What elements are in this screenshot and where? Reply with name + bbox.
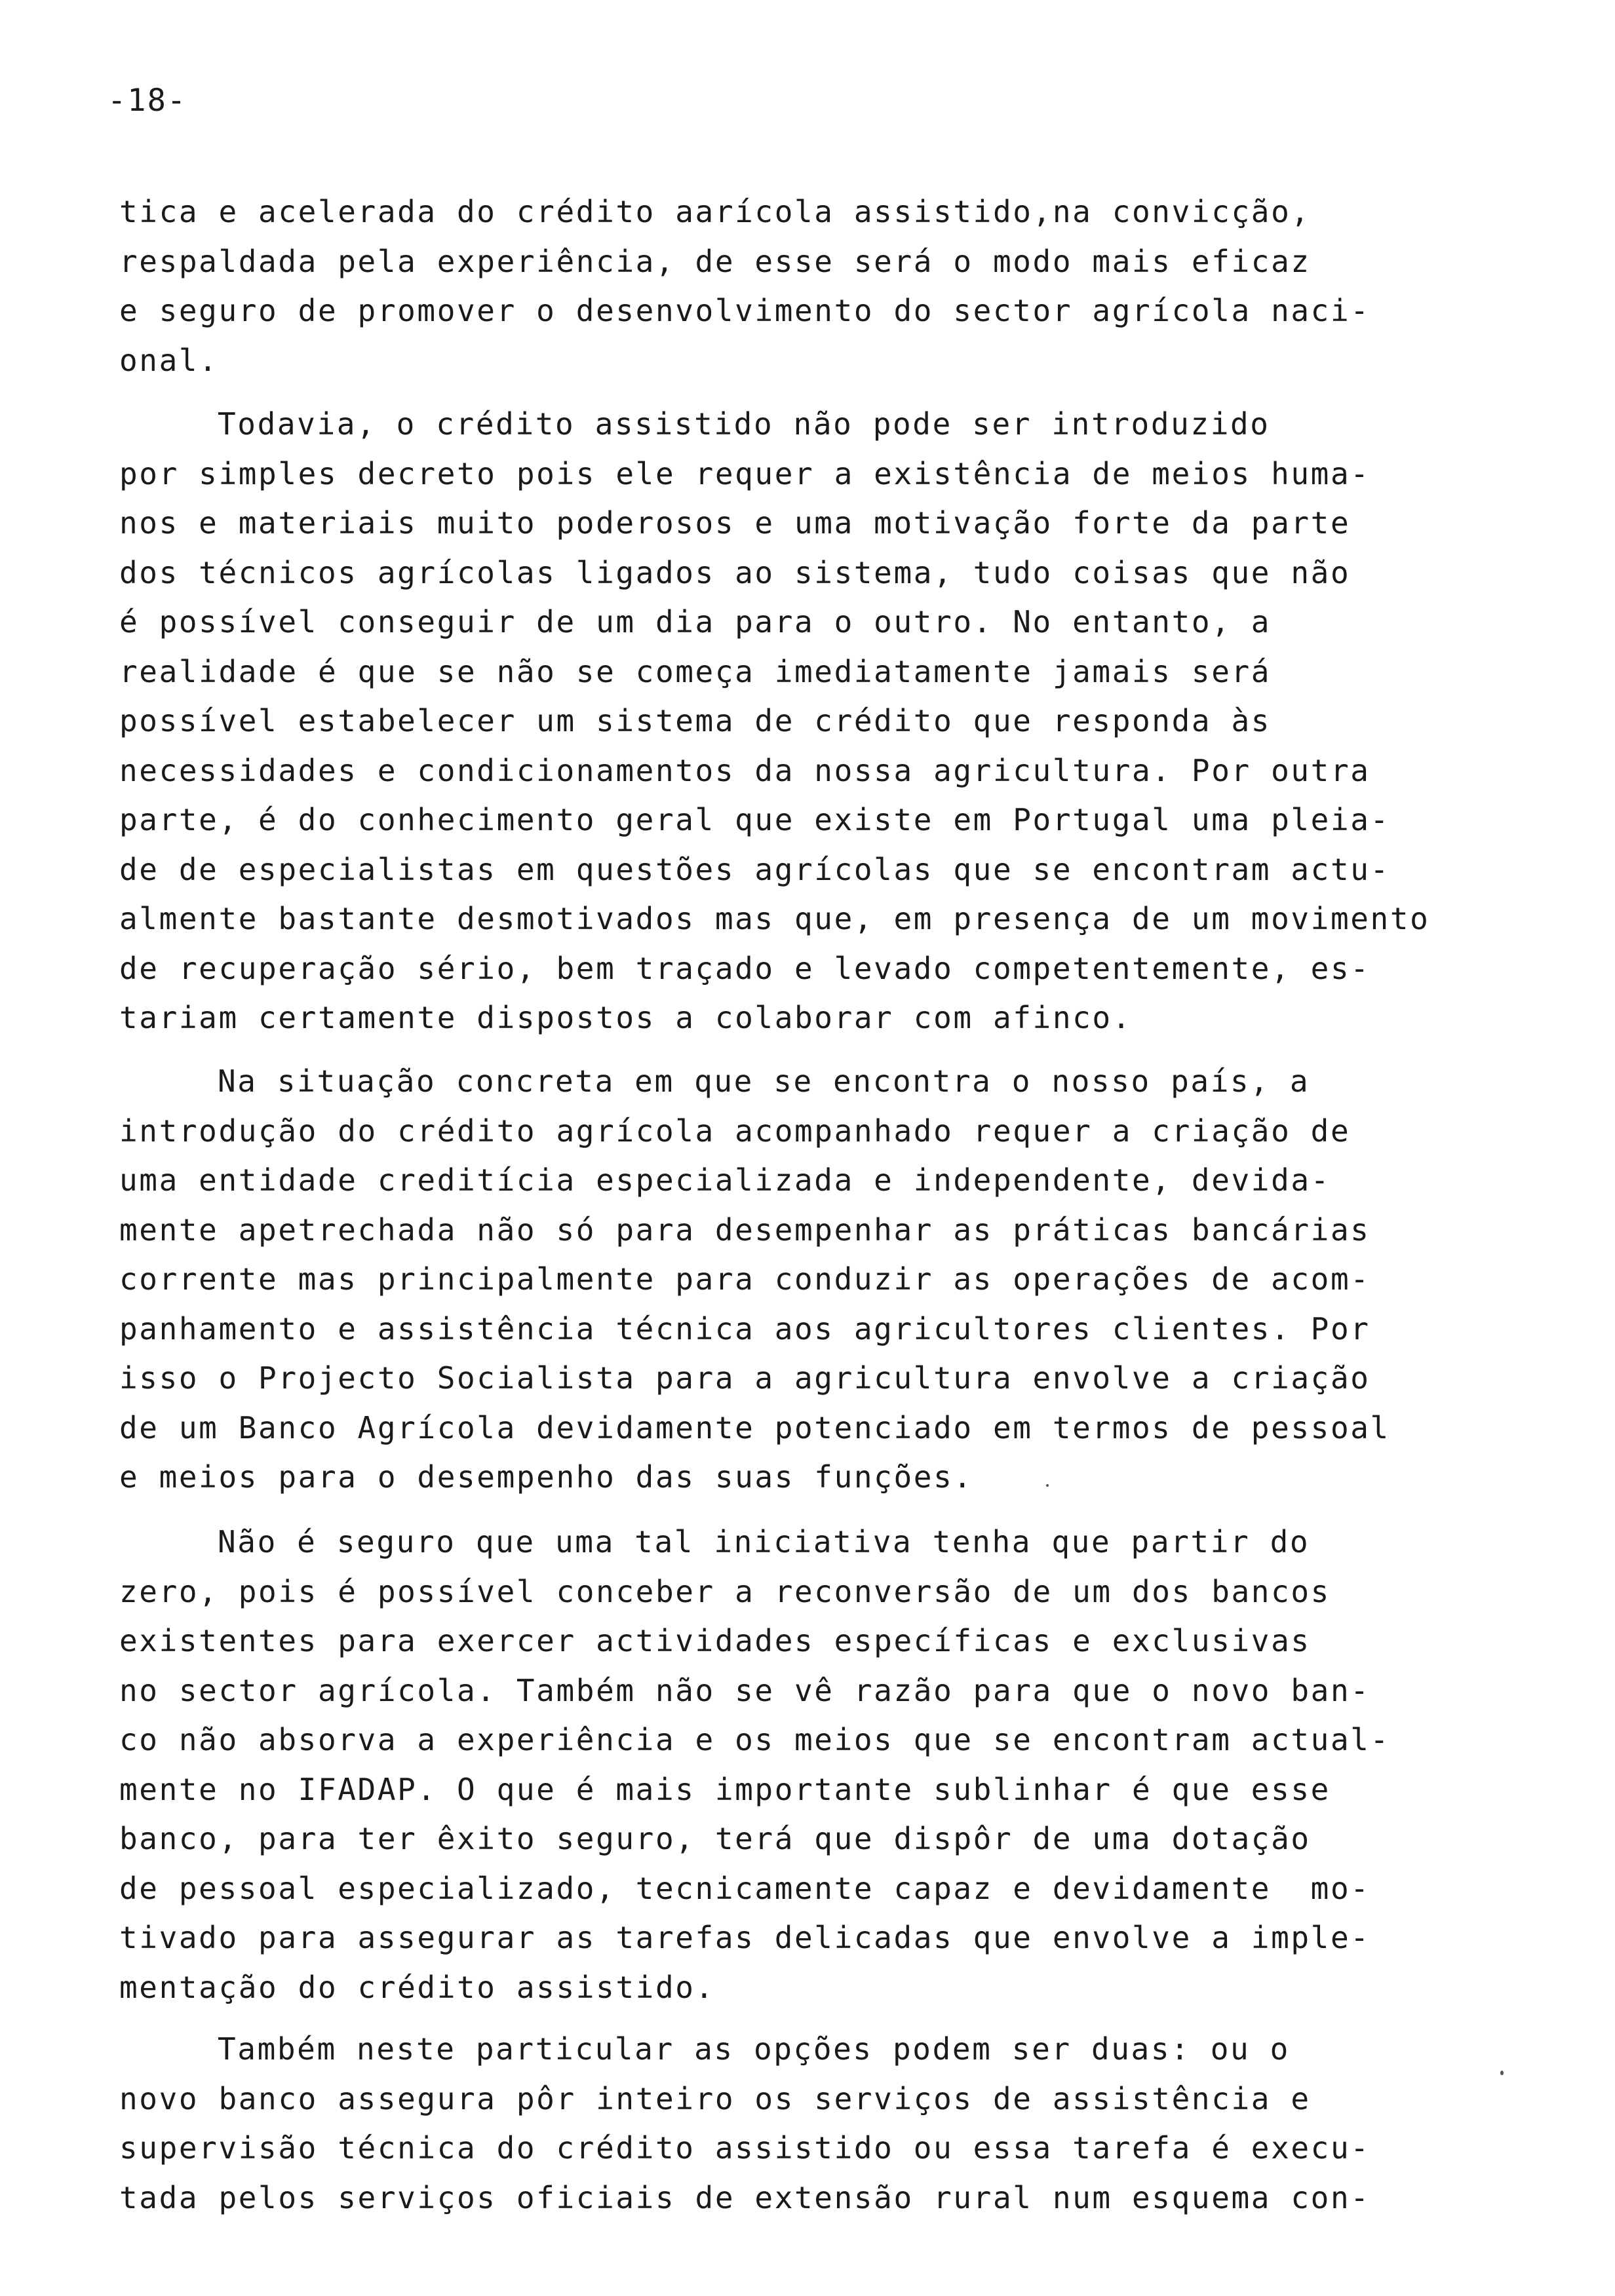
text-line: dos técnicos agrícolas ligados ao sistema, tudo coisas que não bbox=[119, 554, 1351, 590]
text-line: co não absorva a experiência e os meios que se encontram actual- bbox=[119, 1722, 1390, 1757]
text-line: parte, é do conhecimento geral que existe em Portugal uma pleia- bbox=[119, 802, 1390, 837]
text-line: por simples decreto pois ele requer a existência de meios huma- bbox=[119, 455, 1371, 491]
text-line: banco, para ter êxito seguro, terá que dispôr de uma dotação bbox=[119, 1821, 1311, 1856]
text-line: panhamento e assistência técnica aos agricultores clientes. Por bbox=[119, 1311, 1371, 1347]
text-line: uma entidade creditícia especializada e independente, devida- bbox=[119, 1162, 1331, 1198]
text-line: respaldada pela experiência, de esse será o modo mais eficaz bbox=[119, 243, 1311, 279]
text-line: supervisão técnica do crédito assistido ou essa tarefa é execu- bbox=[119, 2130, 1371, 2166]
text-line: mentação do crédito assistido. bbox=[119, 1969, 715, 2005]
text-line: nos e materiais muito poderosos e uma motivação forte da parte bbox=[119, 505, 1351, 541]
paragraph-2 bbox=[119, 400, 1437, 1043]
text-line: possível estabelecer um sistema de crédito que responda às bbox=[119, 703, 1272, 738]
text-line: mente apetrechada não só para desempenhar as práticas bancárias bbox=[119, 1212, 1371, 1248]
paragraph-4 bbox=[119, 1518, 1437, 2012]
text-line: tivado para assegurar as tarefas delicadas que envolve a imple- bbox=[119, 1920, 1371, 1955]
paragraph-3 bbox=[119, 1057, 1437, 1502]
text-line: mente no IFADAP. O que é mais importante sublinhar é que esse bbox=[119, 1771, 1331, 1807]
text-line: de recuperação sério, bem traçado e levado competentemente, es- bbox=[119, 950, 1371, 986]
page-number: -18- bbox=[107, 83, 187, 119]
text-line: realidade é que se não se começa imediatamente jamais será bbox=[119, 653, 1272, 689]
text-line: Também neste particular as opções podem ser duas: ou o bbox=[218, 2031, 1290, 2067]
text-line: no sector agrícola. Também não se vê razão para que o novo ban- bbox=[119, 1672, 1371, 1708]
text-line: tica e acelerada do crédito aarícola assistido,na convicção, bbox=[119, 194, 1311, 229]
text-line: isso o Projecto Socialista para a agricultura envolve a criação bbox=[119, 1360, 1371, 1396]
text-line: e meios para o desempenho das suas funções. bbox=[119, 1459, 973, 1495]
text-line: e seguro de promover o desenvolvimento do sector agrícola naci- bbox=[119, 293, 1371, 328]
text-line: tariam certamente dispostos a colaborar com afinco. bbox=[119, 1000, 1133, 1035]
text-line: zero, pois é possível conceber a reconversão de um dos bancos bbox=[119, 1573, 1331, 1609]
paragraph-1 bbox=[119, 187, 1437, 385]
text-line: de um Banco Agrícola devidamente potenciado em termos de pessoal bbox=[119, 1409, 1390, 1445]
text-line: de pessoal especializado, tecnicamente capaz e devidamente mo- bbox=[119, 1870, 1371, 1906]
text-line: onal. bbox=[119, 342, 219, 378]
text-line: necessidades e condicionamentos da nossa agricultura. Por outra bbox=[119, 752, 1371, 788]
text-line: Todavia, o crédito assistido não pode ser introduzido bbox=[218, 406, 1270, 442]
text-line: é possível conseguir de um dia para o outro. No entanto, a bbox=[119, 604, 1272, 640]
text-line: Na situação concreta em que se encontra o nosso país, a bbox=[218, 1063, 1310, 1099]
text-line: corrente mas principalmente para conduzir as operações de acom- bbox=[119, 1261, 1371, 1297]
paragraph-5 bbox=[119, 2025, 1437, 2223]
text-line: novo banco assegura pôr inteiro os serviços de assistência e bbox=[119, 2080, 1311, 2116]
text-line: introdução do crédito agrícola acompanhado requer a criação de bbox=[119, 1113, 1351, 1149]
scan-speck bbox=[1046, 1484, 1049, 1487]
text-line: tada pelos serviços oficiais de extensão rural num esquema con- bbox=[119, 2179, 1371, 2215]
text-line: existentes para exercer actividades específicas e exclusivas bbox=[119, 1623, 1311, 1658]
scan-speck bbox=[1500, 2071, 1504, 2075]
text-line: de de especialistas em questões agrícolas que se encontram actu- bbox=[119, 851, 1390, 887]
text-line: Não é seguro que uma tal iniciativa tenha que partir do bbox=[218, 1524, 1310, 1559]
text-line: almente bastante desmotivados mas que, em presença de um movimento bbox=[119, 901, 1430, 936]
